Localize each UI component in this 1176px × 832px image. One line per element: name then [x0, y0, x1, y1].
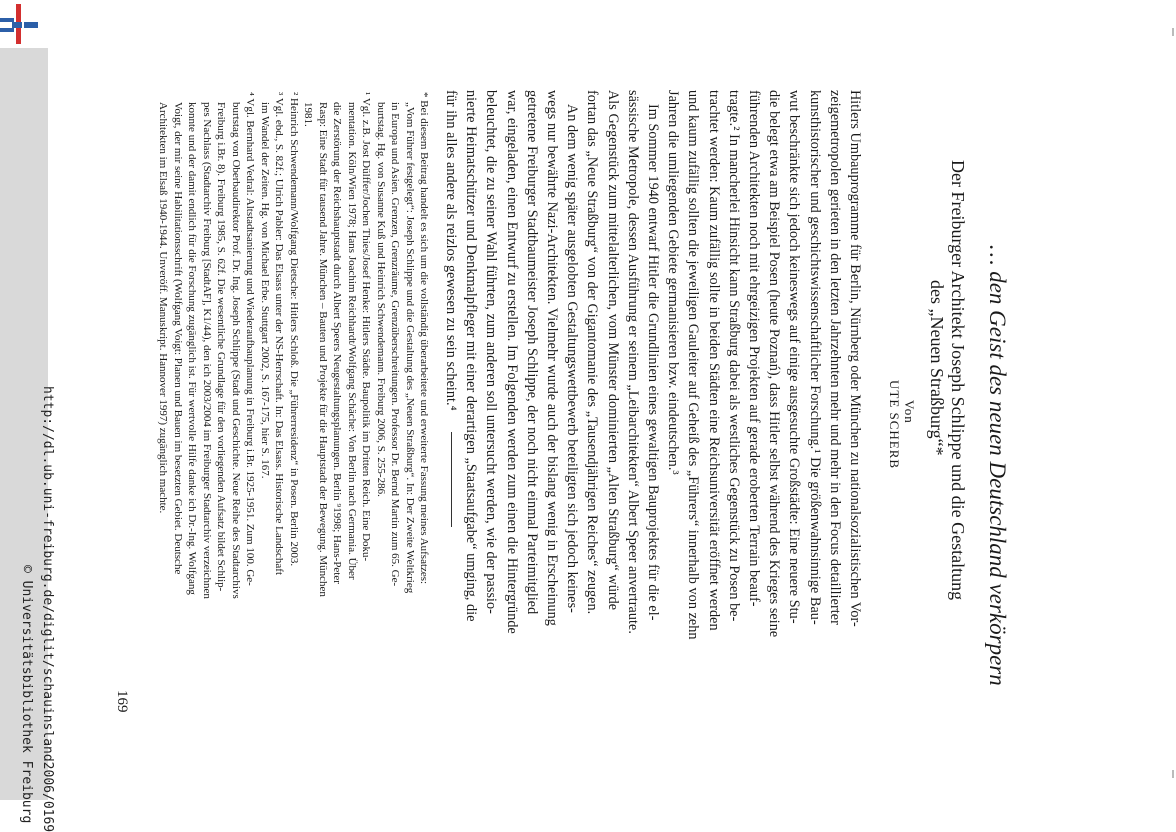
footnote-line: mentation. Köln/Wien 1978; Hans Joachim Reichhardt/Wolfgang Schäche: Von Berlin nach Germania. Über [345, 102, 358, 580]
body-line: war, eingeladen, einen Entwurf zu erstellen. Im Folgenden werden zum einen die Hintergründe [503, 90, 520, 634]
footnote-line: Rasp: Eine Stadt für tausend Jahre. München – Bauten und Projekte für die Hauptstadt der Bewegung. München [316, 102, 329, 597]
body-line: fortan das „Neue Straßburg“ von der Gigantomanie des „Tausendjährigen Reiches“ zeugen. [584, 90, 601, 615]
viewer-url-column [14, 0, 55, 832]
body-line: Jahren die umliegenden Gebiete germanisieren bzw. eindeutschen.³ [665, 90, 682, 475]
body-line: die belegt etwa am Beispiel Posen (heute Poznań), dass Hitler selbst während des Krieges seine [766, 90, 783, 638]
body-line: tragte.² In mancherlei Hinsicht kann Straßburg dabei als westliches Gegenstück zu Posen be- [725, 90, 742, 622]
footnote-line: die Zerstörung der Reichshauptstadt durch Albert Speers Neugestaltungsplanungen. Berlin ⁹1998; Hans-Peter [331, 102, 343, 584]
body-line: An dem wenig später ausgelobten Gestaltungswettbewerb beteiligten sich jedoch keines- [564, 104, 581, 613]
footnote-line: Architekten im Elsaß 1940-1944. Unveröff. Manuskript. Hannover 1997) zugänglich machte. [157, 102, 169, 514]
body-line: führenden Architekten noch mit ehrgeizigen Projekten auf gerade eroberten Terrain beauf- [746, 90, 762, 607]
body-line: nierte Heimatschützer und Denkmalpfleger mit einer derartigen „Staatsaufgabe“ umging, die [463, 90, 480, 622]
body-line: und kaum zufällig sollten die jeweiligen Gauleiter auf Geheiß des „Führers“ innerhalb von zehn [685, 90, 702, 640]
footnote-line: ² Heinrich Schwendemann/Wolfgang Dietsche: Hitlers Schloß. Die „Führerresidenz“ in Posen. Berlin 2003. [287, 92, 300, 567]
body-line: zeigemetropolen gerieten in den letzten Jahrzehnten mehr und mehr in den Focus detaillierter [826, 90, 843, 625]
footnote-line: konnte und der damit endlich für die Forschung zugänglich ist. Für wertvolle Hilfe danke ich Dr.-Ing. Wolfgang [186, 102, 198, 595]
page-edge-marks [1168, 0, 1176, 800]
body-line: Im Sommer 1940 entwarf Hitler die Grundlinien eines gewaltigen Bauprojektes für die el- [645, 104, 661, 621]
page-number: 169 [114, 690, 130, 713]
footnote-line: ⁴ Vgl. Bernhard Vedral: Altstadtsanierung und Wiederaufbauplanung in Freiburg i.Br. 1925-1951. Zum 100. Ge- [244, 92, 256, 586]
footnote-line: „Vom Führer festgelegt“: Joseph Schlippe und die Gestaltung des „Neuen Straßburg“. In: Der Zweite Weltkrieg [403, 102, 416, 594]
body-line: sässische Metropole, dessen Ausführung er seinem „Leibarchitekten“ Albert Speer anvertraute. [624, 90, 641, 634]
body-line: wegs nur bewährte Nazi-Architekten. Vielmehr wurde auch der bislang wenig in Erscheinung [544, 90, 560, 626]
body-line: kunsthistorischer und geschichtswissenschaftlicher Forschung.¹ Die größenwahnsinnige Bau- [806, 90, 823, 625]
body-line: getretene Freiburger Stadtbaumeister Joseph Schlippe, der noch nicht einmal Parteimitglied [523, 90, 540, 615]
body-line: Hitlers Umbauprogramme für Berlin, Nürnberg oder München zu nationalsozialistischen Vor- [847, 90, 863, 627]
byline-author: UTE SCHERB [887, 380, 902, 470]
body-line: trachtet werden: Kaum zufällig sollte in beiden Städten eine Reichsuniversität eröffnet werden [705, 90, 722, 631]
footnote-line: im Wandel der Zeiten. Hg. von Michael Erbe. Stuttgart 2002, S. 167-175, hier S. 167. [258, 102, 271, 479]
body-line: wut beschränkte sich jedoch keineswegs auf einige ausgesuchte Großstädte: Eine neuere Stu- [786, 90, 803, 624]
footnote-line: ³ Vgl. ebd., S. 82f.; Ulrich Pabler: Das Elsass unter der NS-Herrschaft. In: Das Elsass. Historische Landschaft [273, 92, 285, 576]
footnote-line: in Europa und Asien. Grenzen, Grenzräume, Grenzüberschreitungen. Professor Dr. Bernd Martin zum 65. Ge- [389, 102, 401, 587]
footnote-line: ¹ Vgl. z.B. Jost Dülffer/Jochen Thies/Josef Henke: Hitlers Städte. Baupolitik im Dritten Reich. Eine Doku- [360, 92, 372, 562]
body-line: beleuchtet, die zu seiner Wahl führten, zum anderen soll untersucht werden, wie der passio- [483, 90, 500, 614]
footnote-line: burtstag von Oberbaudirektor Prof. Dr. Ing. Joseph Schlippe (Stadt und Geschichte. Neue Reihe des Stadtarchivs [229, 102, 242, 599]
footnote-line: burtstag. Hg. von Susanne Kuß und Heinrich Schwendemann. Freiburg 2006, S. 255-286. [374, 102, 387, 497]
footnote-line: * Bei diesem Beitrag handelt es sich um die vollständig überarbeitete und erweiterte Fassung meines Aufsatzes: [418, 92, 430, 585]
page-url-link[interactable]: http://dl.ub.uni-freiburg.de/diglit/schauinsland2006/0169 [40, 386, 55, 832]
footnote-rule [451, 432, 452, 527]
footnote-line: pes Nachlass (Stadtarchiv Freiburg [StadtAF], K1/44), den ich 2003/2004 im Freiburger Stadtarchiv verzeichnen [200, 102, 213, 599]
copyright-notice: © Universitätsbibliothek Freiburg [19, 565, 34, 824]
byline-von: Von [902, 400, 917, 424]
article-subtitle-line-1: Der Freiburger Architekt Joseph Schlippe und die Gestaltung [948, 160, 968, 601]
article-subtitle-line-2: des „Neuen Straßburg“* [927, 280, 947, 456]
footnote-line: Voigt, der mir seine Habilitationsschrift (Wolfgang Voigt: Planen und Bauen im besetzten Gebiet. Deutsche [171, 102, 184, 575]
article-title: … den Geist des neuen Deutschland verkörpern [985, 245, 1010, 686]
footnote-line: Freiburg i.Br. 8). Freiburg 1985, S. 62f. Die wesentliche Grundlage für den vorliegenden Aufsatz bildet Schlip- [215, 102, 227, 592]
body-line: Als Gegenstück zum mittelalterlichen, vom Münster dominierten „Alten Straßburg“ würde [604, 90, 621, 611]
body-line: für ihn alles andere als reizlos gewesen zu sein scheint.⁴ [443, 90, 459, 411]
footnote-line: 1981. [302, 102, 314, 127]
